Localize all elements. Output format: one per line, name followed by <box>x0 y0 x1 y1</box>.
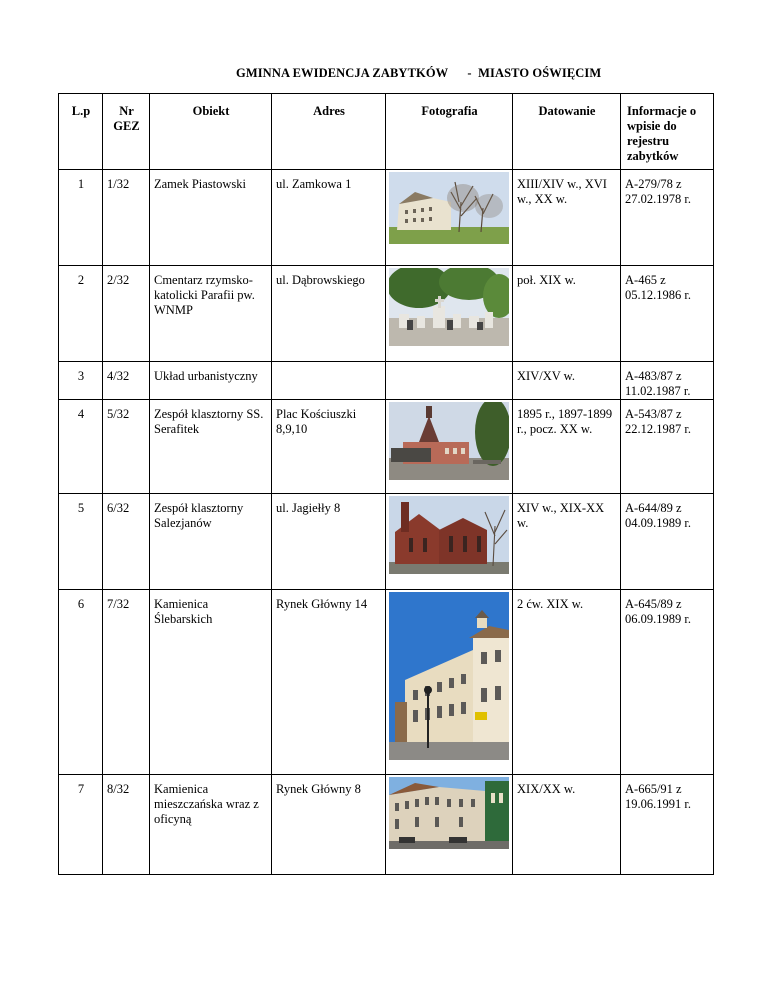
cell-obiekt: Zespół klasztorny Salezjanów <box>150 494 272 590</box>
cell-obiekt: Kamienica Ślebarskich <box>150 590 272 775</box>
table-row <box>59 775 714 875</box>
col-header-nr-gez: Nr GEZ <box>103 94 150 170</box>
cell-adres <box>272 362 386 400</box>
cell-datowanie: poł. XIX w. <box>513 266 621 362</box>
cell-obiekt: Zespół klasztorny SS. Serafitek <box>150 400 272 494</box>
cell-lp: 3 <box>59 362 103 400</box>
cell-datowanie: 1895 r., 1897-1899 r., pocz. XX w. <box>513 400 621 494</box>
cell-informacje: A-665/91 z 19.06.1991 r. <box>621 775 714 875</box>
cell-fotografia <box>386 362 513 400</box>
col-header-datowanie: Datowanie <box>513 94 621 170</box>
cell-nr-gez: 4/32 <box>103 362 150 400</box>
convent-photo <box>389 402 509 480</box>
cell-lp: 4 <box>59 400 103 494</box>
cell-lp: 5 <box>59 494 103 590</box>
col-header-informacje: Informacje o wpisie do rejestru zabytków <box>621 94 714 170</box>
cell-datowanie: XIX/XX w. <box>513 775 621 875</box>
col-header-obiekt: Obiekt <box>150 94 272 170</box>
church-photo <box>389 496 509 574</box>
cell-datowanie: XIII/XIV w., XVI w., XX w. <box>513 170 621 266</box>
cell-informacje: A-483/87 z 11.02.1987 r. <box>621 362 714 400</box>
cell-informacje: A-644/89 z 04.09.1989 r. <box>621 494 714 590</box>
cell-fotografia <box>386 590 513 775</box>
cemetery-photo <box>389 268 509 346</box>
cell-obiekt: Cmentarz rzymsko-katolicki Parafii pw. WNMP <box>150 266 272 362</box>
table-row <box>59 362 714 400</box>
cell-fotografia <box>386 400 513 494</box>
cell-datowanie: XIV w., XIX-XX w. <box>513 494 621 590</box>
cell-informacje: A-543/87 z 22.12.1987 r. <box>621 400 714 494</box>
cell-nr-gez: 6/32 <box>103 494 150 590</box>
table-row <box>59 170 714 266</box>
cell-fotografia <box>386 170 513 266</box>
cell-nr-gez: 8/32 <box>103 775 150 875</box>
cell-informacje: A-465 z 05.12.1986 r. <box>621 266 714 362</box>
cell-informacje: A-279/78 z 27.02.1978 r. <box>621 170 714 266</box>
tenement-photo <box>389 592 509 760</box>
cell-adres: ul. Jagiełły 8 <box>272 494 386 590</box>
castle-photo <box>389 172 509 244</box>
table-row <box>59 590 714 775</box>
cell-obiekt: Układ urbanistyczny <box>150 362 272 400</box>
cell-adres: Rynek Główny 14 <box>272 590 386 775</box>
table-row <box>59 400 714 494</box>
cell-obiekt: Kamienica mieszczańska wraz z oficyną <box>150 775 272 875</box>
cell-datowanie: XIV/XV w. <box>513 362 621 400</box>
cell-adres: Plac Kościuszki 8,9,10 <box>272 400 386 494</box>
table-header-row <box>59 94 714 170</box>
cell-fotografia <box>386 494 513 590</box>
page-title: GMINNA EWIDENCJA ZABYTKÓW - MIASTO OŚWIĘCIM <box>236 66 602 80</box>
cell-lp: 1 <box>59 170 103 266</box>
cell-lp: 7 <box>59 775 103 875</box>
market-square-photo <box>389 777 509 849</box>
cell-nr-gez: 7/32 <box>103 590 150 775</box>
cell-nr-gez: 1/32 <box>103 170 150 266</box>
col-header-fotografia: Fotografia <box>386 94 513 170</box>
cell-adres: Rynek Główny 8 <box>272 775 386 875</box>
table-row <box>59 266 714 362</box>
cell-nr-gez: 2/32 <box>103 266 150 362</box>
cell-nr-gez: 5/32 <box>103 400 150 494</box>
table-row <box>59 494 714 590</box>
cell-obiekt: Zamek Piastowski <box>150 170 272 266</box>
cell-fotografia <box>386 266 513 362</box>
col-header-lp: L.p <box>59 94 103 170</box>
cell-lp: 6 <box>59 590 103 775</box>
cell-fotografia <box>386 775 513 875</box>
monuments-table <box>58 93 714 875</box>
cell-adres: ul. Zamkowa 1 <box>272 170 386 266</box>
cell-adres: ul. Dąbrowskiego <box>272 266 386 362</box>
cell-informacje: A-645/89 z 06.09.1989 r. <box>621 590 714 775</box>
col-header-adres: Adres <box>272 94 386 170</box>
cell-datowanie: 2 ćw. XIX w. <box>513 590 621 775</box>
cell-lp: 2 <box>59 266 103 362</box>
